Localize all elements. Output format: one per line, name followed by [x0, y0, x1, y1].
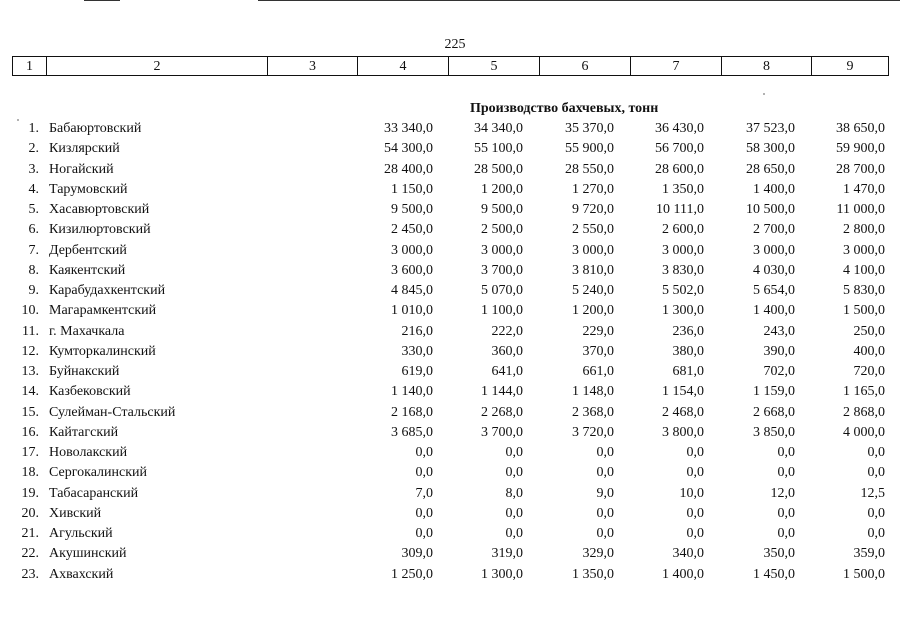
value-col-6: 2 368,0: [572, 404, 614, 420]
value-col-6: 5 240,0: [572, 283, 614, 298]
value-col-7: 1 350,0: [662, 181, 704, 197]
value-col-5: 34 340,0: [474, 121, 523, 136]
value-col-9: 2 800,0: [843, 222, 885, 238]
table-row: [0, 241, 905, 261]
value-col-9: 5 830,0: [843, 283, 885, 298]
value-col-4: 54 300,0: [384, 141, 433, 157]
value-col-9: 359,0: [853, 546, 885, 562]
value-col-6: 0,0: [596, 526, 614, 541]
top-border-line-left: [84, 0, 120, 1]
table-row: [0, 544, 905, 564]
district-name: Акушинский: [49, 546, 127, 562]
value-col-5: 2 500,0: [481, 222, 523, 238]
row-number: 6.: [28, 222, 39, 238]
district-name: Агульский: [49, 526, 113, 541]
value-col-6: 229,0: [582, 323, 614, 339]
table-row: [0, 403, 905, 423]
value-col-4: 216,0: [401, 323, 433, 339]
district-name: Сергокалинский: [49, 465, 148, 481]
district-name: Кумторкалинский: [49, 343, 156, 359]
value-col-8: 5 654,0: [753, 283, 795, 298]
value-col-7: 56 700,0: [655, 141, 704, 157]
header-col-2: 2: [46, 57, 267, 75]
header-col-3: 3: [267, 57, 357, 75]
value-col-9: 1 470,0: [843, 181, 885, 197]
value-col-8: 0,0: [777, 526, 795, 541]
district-name: Сулейман-Стальский: [49, 404, 176, 420]
district-name: Магарамкентский: [49, 303, 157, 319]
value-col-8: 28 650,0: [746, 161, 795, 177]
value-col-8: 243,0: [763, 323, 795, 339]
value-col-9: 1 165,0: [843, 384, 885, 400]
value-col-7: 36 430,0: [655, 121, 704, 136]
header-col-5: 5: [448, 57, 539, 75]
value-col-7: 0,0: [686, 505, 704, 521]
value-col-4: 4 845,0: [391, 283, 433, 298]
value-col-6: 35 370,0: [565, 121, 614, 136]
value-col-9: 1 500,0: [843, 303, 885, 319]
value-col-8: 1 159,0: [753, 384, 795, 400]
value-col-8: 702,0: [763, 364, 795, 379]
value-col-5: 0,0: [505, 505, 523, 521]
value-col-4: 1 140,0: [391, 384, 433, 400]
value-col-9: 4 100,0: [843, 262, 885, 278]
value-col-4: 3 000,0: [391, 242, 433, 258]
value-col-9: 0,0: [867, 465, 885, 481]
table-row: [0, 200, 905, 220]
district-name: Карабудахкентский: [49, 283, 166, 298]
value-col-9: 11 000,0: [836, 202, 885, 217]
row-number: 10.: [21, 303, 39, 319]
value-col-6: 1 200,0: [572, 303, 614, 319]
value-col-5: 0,0: [505, 526, 523, 541]
value-col-8: 1 400,0: [753, 303, 795, 319]
value-col-6: 3 000,0: [572, 242, 614, 258]
table-row: [0, 342, 905, 362]
value-col-9: 4 000,0: [843, 424, 885, 440]
row-number: 19.: [21, 485, 39, 501]
value-col-5: 9 500,0: [481, 202, 523, 217]
value-col-4: 0,0: [415, 465, 433, 481]
value-col-9: 250,0: [853, 323, 885, 339]
value-col-6: 0,0: [596, 505, 614, 521]
value-col-4: 1 250,0: [391, 566, 433, 582]
row-number: 21.: [21, 526, 39, 541]
row-number: 14.: [21, 384, 39, 400]
value-col-4: 0,0: [415, 445, 433, 460]
value-col-9: 1 500,0: [843, 566, 885, 582]
column-number-header: [12, 56, 889, 76]
value-col-7: 236,0: [672, 323, 704, 339]
value-col-9: 38 650,0: [836, 121, 885, 136]
table-row: [0, 484, 905, 504]
value-col-4: 3 600,0: [391, 262, 433, 278]
header-col-7: 7: [630, 57, 721, 75]
value-col-4: 2 450,0: [391, 222, 433, 238]
value-col-4: 0,0: [415, 505, 433, 521]
row-number: 18.: [21, 465, 39, 481]
row-number: 1.: [28, 121, 39, 136]
value-col-4: 7,0: [415, 485, 433, 501]
table-row: [0, 160, 905, 180]
district-name: Ахвахский: [49, 566, 114, 582]
page-number: 225: [444, 37, 466, 52]
table-row: [0, 504, 905, 524]
district-name: Новолакский: [49, 445, 128, 460]
value-col-6: 1 270,0: [572, 181, 614, 197]
section-title: Производство бахчевых, тонн: [470, 101, 659, 116]
row-number: 11.: [22, 323, 39, 339]
district-name: Табасаранский: [49, 485, 139, 501]
value-col-6: 370,0: [582, 343, 614, 359]
value-col-8: 4 030,0: [753, 262, 795, 278]
value-col-7: 380,0: [672, 343, 704, 359]
value-col-7: 28 600,0: [655, 161, 704, 177]
value-col-5: 3 700,0: [481, 262, 523, 278]
value-col-6: 3 810,0: [572, 262, 614, 278]
value-col-9: 0,0: [867, 505, 885, 521]
value-col-7: 1 154,0: [662, 384, 704, 400]
value-col-7: 2 600,0: [662, 222, 704, 238]
value-col-7: 2 468,0: [662, 404, 704, 420]
value-col-4: 1 150,0: [391, 181, 433, 197]
table-row: [0, 281, 905, 301]
value-col-7: 681,0: [672, 364, 704, 379]
value-col-9: 59 900,0: [836, 141, 885, 157]
value-col-6: 55 900,0: [565, 141, 614, 157]
value-col-8: 1 450,0: [753, 566, 795, 582]
value-col-6: 3 720,0: [572, 424, 614, 440]
value-col-9: 0,0: [867, 445, 885, 460]
value-col-5: 2 268,0: [481, 404, 523, 420]
table-row: [0, 463, 905, 483]
value-col-5: 360,0: [491, 343, 523, 359]
value-col-9: 0,0: [867, 526, 885, 541]
header-col-9: 9: [811, 57, 889, 75]
value-col-8: 37 523,0: [746, 121, 795, 136]
value-col-4: 619,0: [401, 364, 433, 379]
value-col-5: 222,0: [491, 323, 523, 339]
value-col-5: 641,0: [491, 364, 523, 379]
row-number: 22.: [21, 546, 39, 562]
district-name: Хасавюртовский: [49, 202, 150, 217]
value-col-5: 3 700,0: [481, 424, 523, 440]
value-col-6: 1 148,0: [572, 384, 614, 400]
value-col-7: 1 400,0: [662, 566, 704, 582]
district-name: Дербентский: [49, 242, 127, 258]
district-name: Ногайский: [49, 161, 114, 177]
row-number: 16.: [21, 424, 39, 440]
table-row: [0, 301, 905, 321]
header-col-4: 4: [357, 57, 448, 75]
value-col-8: 3 000,0: [753, 242, 795, 258]
value-col-6: 28 550,0: [565, 161, 614, 177]
value-col-4: 1 010,0: [391, 303, 433, 319]
row-number: 12.: [21, 343, 39, 359]
value-col-8: 350,0: [763, 546, 795, 562]
district-name: Хивский: [49, 505, 102, 521]
value-col-8: 58 300,0: [746, 141, 795, 157]
district-name: Кизлярский: [49, 141, 120, 157]
value-col-7: 5 502,0: [662, 283, 704, 298]
table-row: [0, 261, 905, 281]
value-col-5: 1 144,0: [481, 384, 523, 400]
row-number: 4.: [28, 181, 39, 197]
table-row: [0, 180, 905, 200]
value-col-9: 12,5: [860, 485, 885, 501]
value-col-4: 2 168,0: [391, 404, 433, 420]
value-col-6: 9,0: [596, 485, 614, 501]
table-row: [0, 565, 905, 585]
top-border-line-right: [258, 0, 900, 1]
value-col-8: 390,0: [763, 343, 795, 359]
row-number: 7.: [28, 242, 39, 258]
value-col-6: 1 350,0: [572, 566, 614, 582]
value-col-7: 340,0: [672, 546, 704, 562]
table-row: [0, 322, 905, 342]
district-name: Кизилюртовский: [49, 222, 151, 238]
table-row: [0, 139, 905, 159]
value-col-5: 1 200,0: [481, 181, 523, 197]
value-col-5: 319,0: [491, 546, 523, 562]
value-col-7: 3 830,0: [662, 262, 704, 278]
value-col-4: 0,0: [415, 526, 433, 541]
value-col-7: 10 111,0: [656, 202, 704, 217]
value-col-8: 0,0: [777, 465, 795, 481]
value-col-6: 0,0: [596, 465, 614, 481]
row-number: 17.: [21, 445, 39, 460]
value-col-4: 28 400,0: [384, 161, 433, 177]
value-col-8: 2 700,0: [753, 222, 795, 238]
value-col-6: 661,0: [582, 364, 614, 379]
table-row: [0, 524, 905, 544]
value-col-8: 10 500,0: [746, 202, 795, 217]
value-col-4: 309,0: [401, 546, 433, 562]
table-row: [0, 362, 905, 382]
district-name: Бабаюртовский: [49, 121, 142, 136]
value-col-5: 8,0: [505, 485, 523, 501]
value-col-9: 400,0: [853, 343, 885, 359]
district-name: г. Махачкала: [49, 323, 125, 339]
row-number: 13.: [21, 364, 39, 379]
value-col-9: 2 868,0: [843, 404, 885, 420]
value-col-7: 0,0: [686, 445, 704, 460]
value-col-8: 0,0: [777, 445, 795, 460]
value-col-8: 2 668,0: [753, 404, 795, 420]
table-row: [0, 382, 905, 402]
district-name: Буйнакский: [49, 364, 120, 379]
value-col-7: 3 800,0: [662, 424, 704, 440]
value-col-7: 0,0: [686, 526, 704, 541]
value-col-4: 3 685,0: [391, 424, 433, 440]
value-col-5: 55 100,0: [474, 141, 523, 157]
value-col-8: 3 850,0: [753, 424, 795, 440]
row-number: 8.: [28, 262, 39, 278]
table-row: [0, 423, 905, 443]
value-col-4: 33 340,0: [384, 121, 433, 136]
value-col-5: 3 000,0: [481, 242, 523, 258]
district-name: Казбековский: [49, 384, 131, 400]
district-name: Кайтагский: [49, 424, 119, 440]
value-col-7: 10,0: [679, 485, 704, 501]
value-col-8: 0,0: [777, 505, 795, 521]
value-col-9: 28 700,0: [836, 161, 885, 177]
value-col-6: 2 550,0: [572, 222, 614, 238]
scan-speck: [763, 93, 765, 95]
header-col-1: 1: [12, 57, 46, 75]
row-number: 3.: [28, 161, 39, 177]
row-number: 5.: [28, 202, 39, 217]
header-col-6: 6: [539, 57, 630, 75]
district-name: Тарумовский: [49, 181, 128, 197]
value-col-5: 0,0: [505, 465, 523, 481]
value-col-9: 3 000,0: [843, 242, 885, 258]
value-col-5: 1 100,0: [481, 303, 523, 319]
value-col-8: 1 400,0: [753, 181, 795, 197]
value-col-7: 1 300,0: [662, 303, 704, 319]
value-col-6: 9 720,0: [572, 202, 614, 217]
value-col-8: 12,0: [770, 485, 795, 501]
value-col-6: 0,0: [596, 445, 614, 460]
row-number: 15.: [21, 404, 39, 420]
value-col-4: 330,0: [401, 343, 433, 359]
value-col-5: 0,0: [505, 445, 523, 460]
value-col-7: 0,0: [686, 465, 704, 481]
value-col-5: 28 500,0: [474, 161, 523, 177]
row-number: 9.: [28, 283, 39, 298]
value-col-4: 9 500,0: [391, 202, 433, 217]
row-number: 2.: [28, 141, 39, 157]
table-row: [0, 443, 905, 463]
header-col-8: 8: [721, 57, 811, 75]
value-col-5: 5 070,0: [481, 283, 523, 298]
value-col-6: 329,0: [582, 546, 614, 562]
row-number: 23.: [21, 566, 39, 582]
value-col-5: 1 300,0: [481, 566, 523, 582]
value-col-9: 720,0: [853, 364, 885, 379]
district-name: Каякентский: [49, 262, 126, 278]
table-row: [0, 220, 905, 240]
value-col-7: 3 000,0: [662, 242, 704, 258]
row-number: 20.: [21, 505, 39, 521]
table-row: [0, 119, 905, 139]
